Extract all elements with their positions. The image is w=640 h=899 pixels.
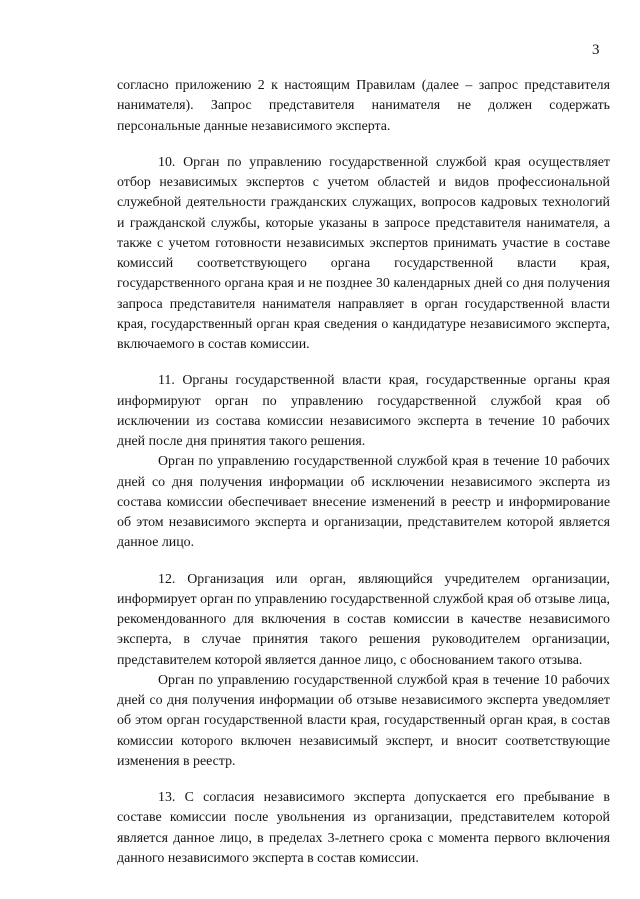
paragraph-continuation: согласно приложению 2 к настоящим Правилам (далее – запрос представителя нанимателя). Запрос представителя нанимателя не должен содержать персональные данные независимого эксперта.: [117, 78, 610, 134]
paragraph-12: 12. Организация или орган, являющийся учредителем организации, информирует орган по управлению государственной службой края об отзыве лица, рекомендованного для включения в состав комиссии в качестве независимого эксперта, в случае принятия такого решения руководителем организации, представителем которой является данное лицо, с обоснованием такого отзыва.: [117, 571, 610, 668]
paragraph-11: 11. Органы государственной власти края, государственные органы края информируют орган по управлению государственной службой края об исключении из состава комиссии независимого эксперта в течение 10 рабочих дней после дня принятия такого решения.: [117, 373, 610, 449]
paragraph-12-second: Орган по управлению государственной службой края в течение 10 рабочих дней со дня получения информации об отзыве независимого эксперта уведомляет об этом орган государственной власти края, государственный орган края, в состав комиссии которого включен независимый эксперт, и вносит соответствующие изменения в реестр.: [117, 672, 610, 769]
page-number: 3: [592, 42, 600, 58]
document-body: [117, 76, 610, 869]
paragraph-13: 13. С согласия независимого эксперта допускается его пребывание в составе комиссии после увольнения из организации, представителем которой является данное лицо, в пределах 3-летнего срока с момента первого включения данного независимого эксперта в состав комиссии.: [117, 790, 610, 866]
paragraph-10: 10. Орган по управлению государственной службой края осуществляет отбор независимых экспертов с учетом областей и видов профессиональной служебной деятельности гражданских служащих, вопросов кадровых технологий и гражданской службы, которые указаны в запросе представителя нанимателя, а также с учетом готовности независимых экспертов принимать участие в составе комиссий соответствующего органа государственной власти края, государственного органа края и не позднее 30 календарных дней со дня получения запроса представителя нанимателя направляет в орган государственной власти края, государственный орган края сведения о кандидатуре независимого эксперта, включаемого в состав комиссии.: [117, 154, 610, 352]
paragraph-11-second: Орган по управлению государственной службой края в течение 10 рабочих дней со дня получения информации об исключении независимого эксперта из состава комиссии обеспечивает внесение изменений в реестр и информирование об этом независимого эксперта и организации, представителем которой является данное лицо.: [117, 454, 610, 551]
